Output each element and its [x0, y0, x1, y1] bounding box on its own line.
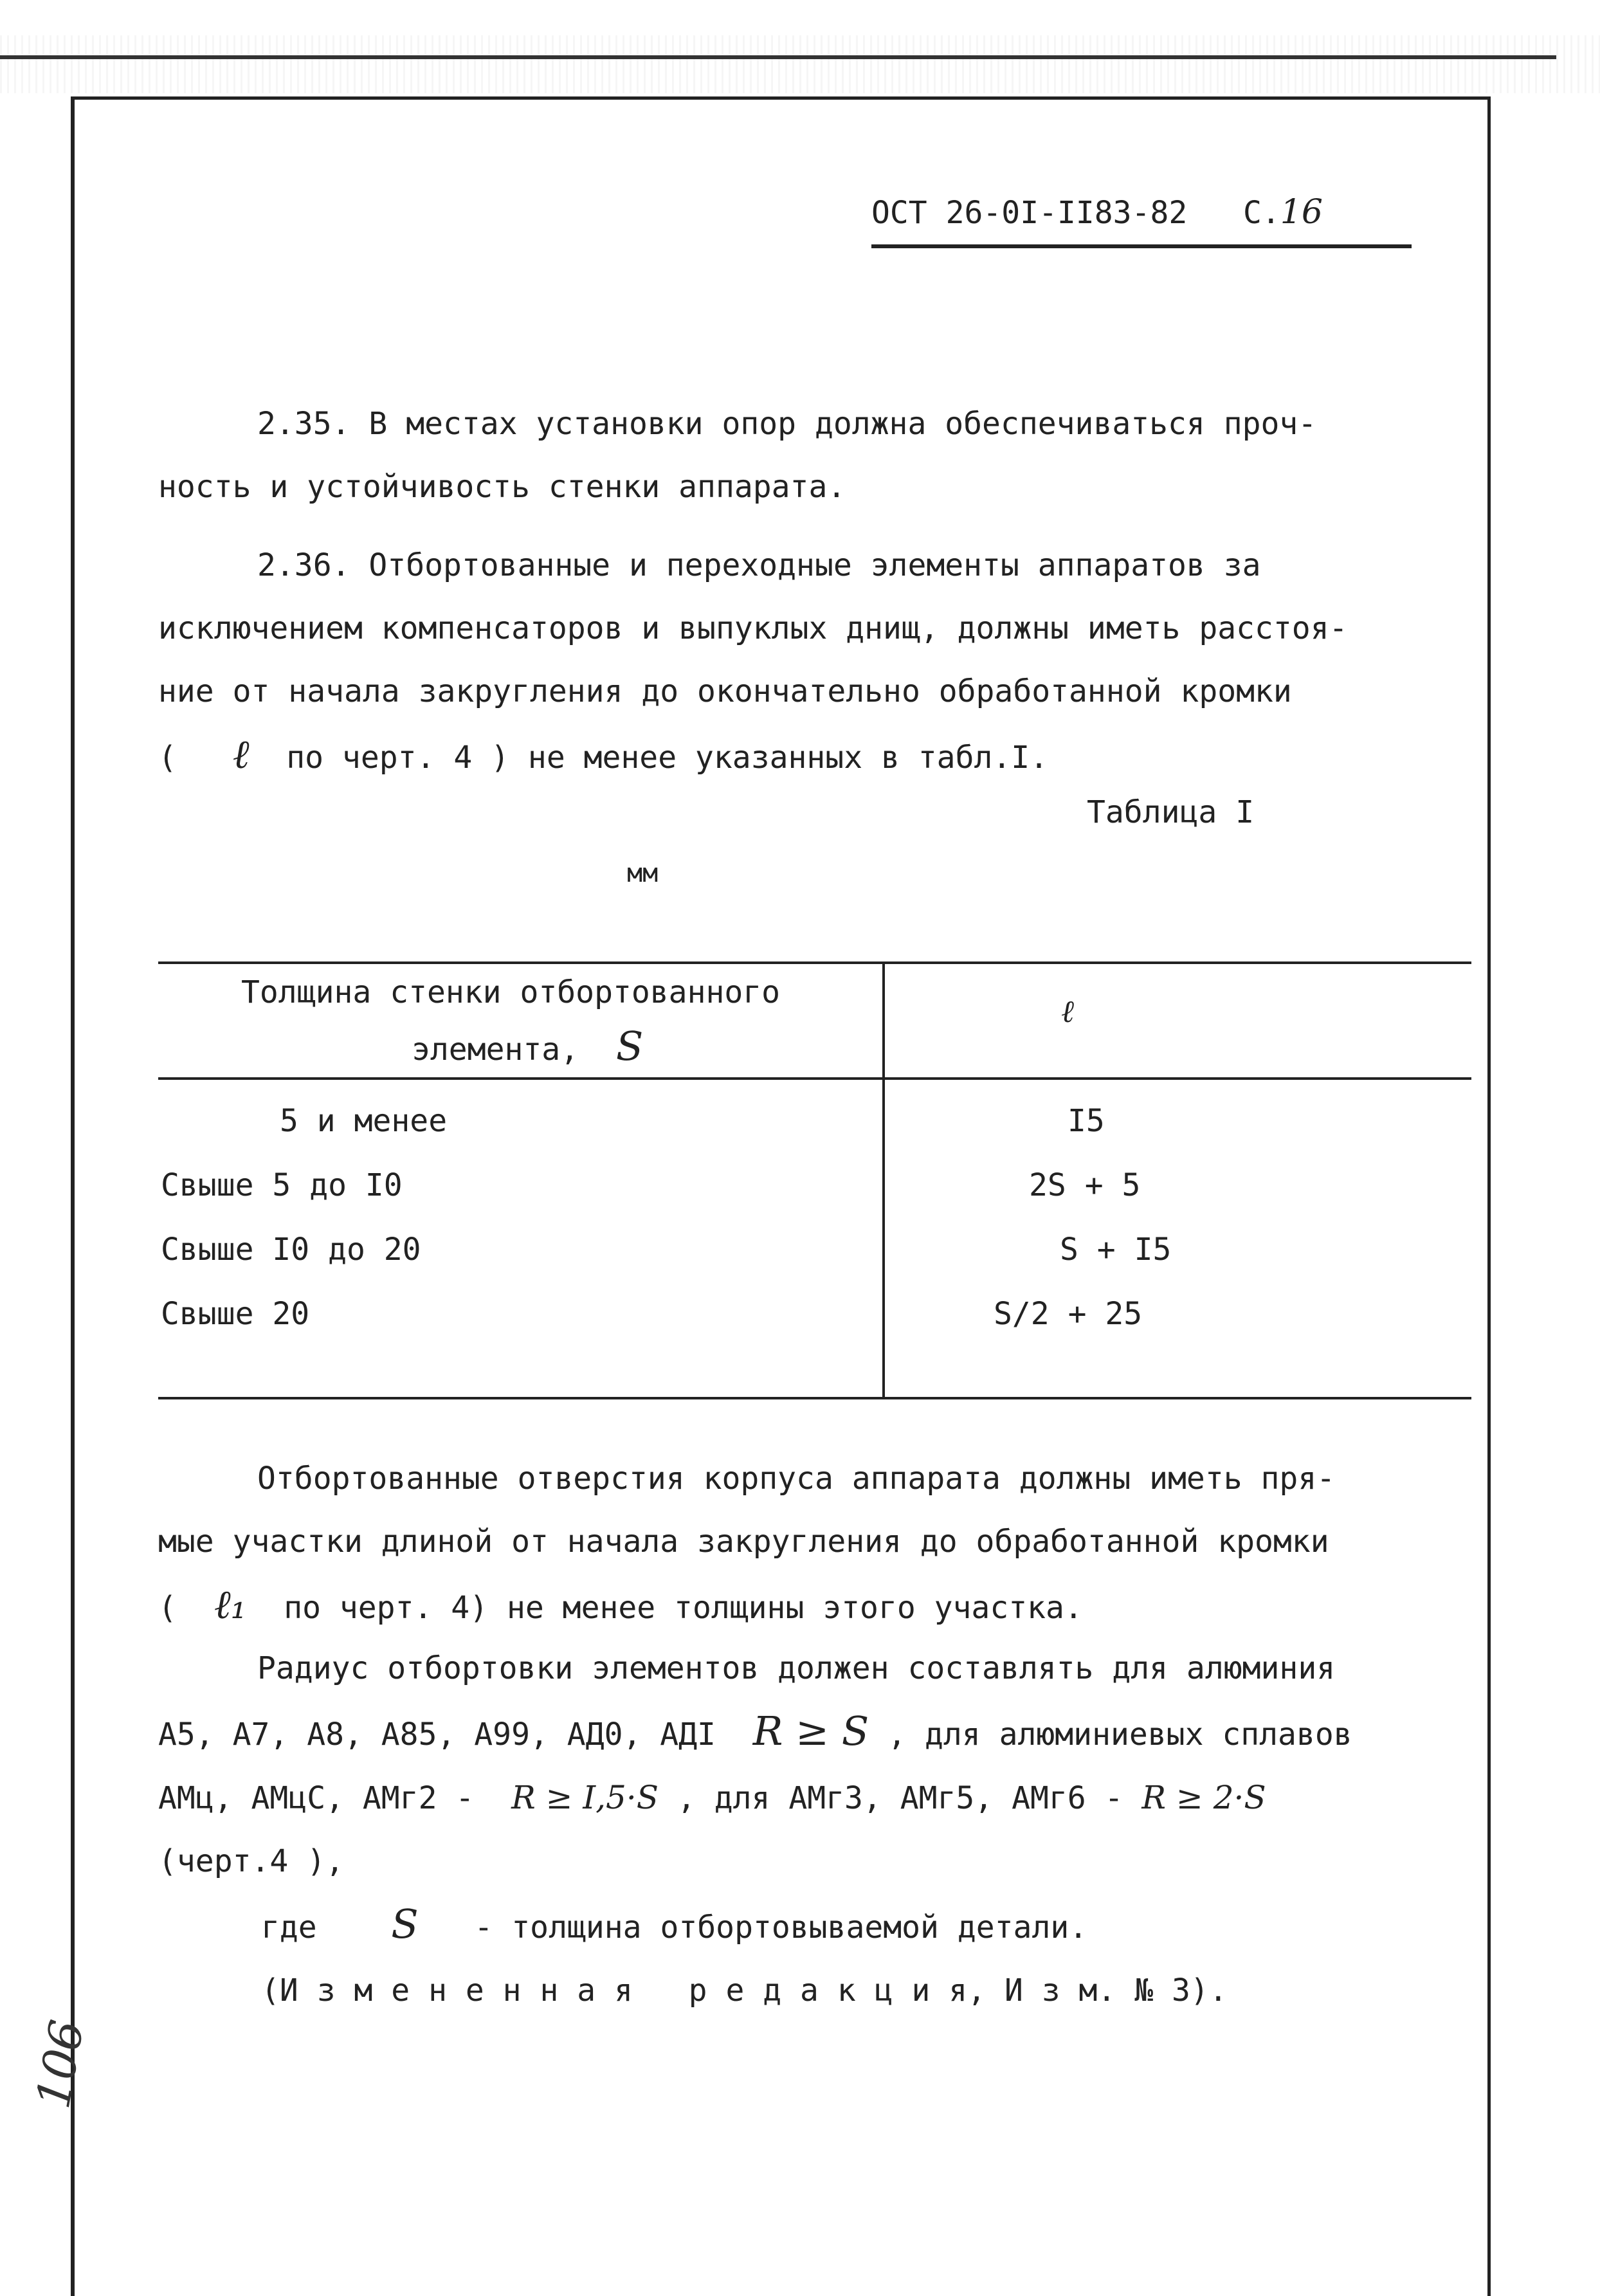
- table-column-divider: [882, 961, 885, 1398]
- paragraph-line: [158, 1893, 1444, 1959]
- table-header-l: ℓ: [1061, 994, 1074, 1030]
- paragraph-text: , для алюминиевых сплавов: [887, 1717, 1352, 1753]
- symbol-l: ℓ: [232, 731, 250, 778]
- margin-handwritten-number: 106: [26, 2016, 95, 2113]
- table-bottom-rule: [158, 1397, 1471, 1399]
- paragraph-text: по черт. 4 ) не менее указанных в табл.I.: [286, 740, 1049, 776]
- paren: (: [158, 1590, 177, 1626]
- table-header-rule: [158, 1077, 1471, 1080]
- paragraph-line: [158, 1700, 1444, 1766]
- paragraph-line: Отбортованные отверстия корпуса аппарата должны иметь пря-: [257, 1461, 1336, 1497]
- paragraph-line: ность и устойчивость стенки аппарата.: [158, 469, 846, 505]
- paragraph-radius: [158, 1637, 1444, 2022]
- table-cell-value: 2S + 5: [1029, 1167, 1141, 1203]
- page-number: 16: [1280, 193, 1323, 232]
- page-prefix: С.: [1242, 195, 1280, 231]
- paragraph-2-36: [158, 534, 1444, 789]
- formula-r-ge-s: R ≥ S: [752, 1708, 869, 1754]
- paren: (: [158, 740, 177, 776]
- paragraph-line: [158, 1573, 1444, 1639]
- symbol-s: S: [391, 1900, 419, 1947]
- scan-top-edge: [0, 55, 1556, 59]
- paragraph-line: [158, 723, 1444, 789]
- paragraph-text: по черт. 4) не менее толщины этого участка.: [284, 1590, 1083, 1626]
- paragraph-line: Радиус отбортовки элементов должен составлять для алюминия: [257, 1650, 1336, 1686]
- paragraph-text: А5, А7, А8, А85, А99, АД0, АДI: [158, 1717, 716, 1753]
- paragraph-line: ние от начала закругления до окончательно обработанной кромки: [158, 673, 1292, 709]
- table-cell-thickness: Свыше 20: [161, 1296, 310, 1332]
- paragraph-holes: [158, 1447, 1444, 1639]
- table-cell-thickness: 5 и менее: [280, 1103, 448, 1139]
- table-caption: Таблица I: [1087, 794, 1255, 830]
- document-header: [871, 193, 1323, 232]
- paragraph-line: (черт.4 ),: [158, 1843, 344, 1879]
- header-underline: [871, 244, 1412, 248]
- formula-r-ge-1-5s: R ≥ I,5·S: [511, 1779, 659, 1816]
- table-top-rule: [158, 961, 1471, 964]
- amendment-note: (И з м е н е н н а я р е д а к ц и я, И з м. № 3).: [261, 1973, 1228, 2009]
- paragraph-2-35: [158, 392, 1444, 518]
- paragraph-text: АМц, АМцС, АМг2 -: [158, 1780, 475, 1816]
- scan-noise: [0, 35, 1600, 93]
- paragraph-text: где: [261, 1909, 317, 1945]
- table-header-thickness-2: [412, 1023, 643, 1070]
- table-units: мм: [627, 859, 659, 888]
- table-cell-value: I5: [1068, 1103, 1105, 1139]
- symbol-l1: ℓ₁: [214, 1581, 247, 1628]
- table-cell-thickness: Свыше 5 до I0: [161, 1167, 403, 1203]
- paragraph-line: [158, 1766, 1444, 1830]
- paragraph-line: исключением компенсаторов и выпуклых днищ, должны иметь расстоя-: [158, 610, 1348, 646]
- paragraph-line: 2.35. В местах установки опор должна обеспечиваться проч-: [257, 406, 1317, 442]
- table-cell-thickness: Свыше I0 до 20: [161, 1232, 421, 1268]
- table-header-thickness: Толщина стенки отбортованного: [241, 974, 781, 1010]
- paragraph-line: 2.36. Отбортованные и переходные элементы аппаратов за: [257, 547, 1261, 583]
- formula-r-ge-2s: R ≥ 2·S: [1141, 1779, 1266, 1816]
- symbol-s: S: [615, 1023, 644, 1070]
- table-cell-value: S + I5: [1060, 1232, 1172, 1268]
- paragraph-text: - толщина отбортовываемой детали.: [474, 1909, 1088, 1945]
- table-cell-value: S/2 + 25: [994, 1296, 1143, 1332]
- paragraph-line: мые участки длиной от начала закругления до обработанной кромки: [158, 1524, 1329, 1560]
- document-number: ОСТ 26-0I-II83-82: [871, 195, 1188, 231]
- paragraph-text: , для АМг3, АМг5, АМг6 -: [677, 1780, 1123, 1816]
- table-header-text: элемента,: [412, 1032, 579, 1068]
